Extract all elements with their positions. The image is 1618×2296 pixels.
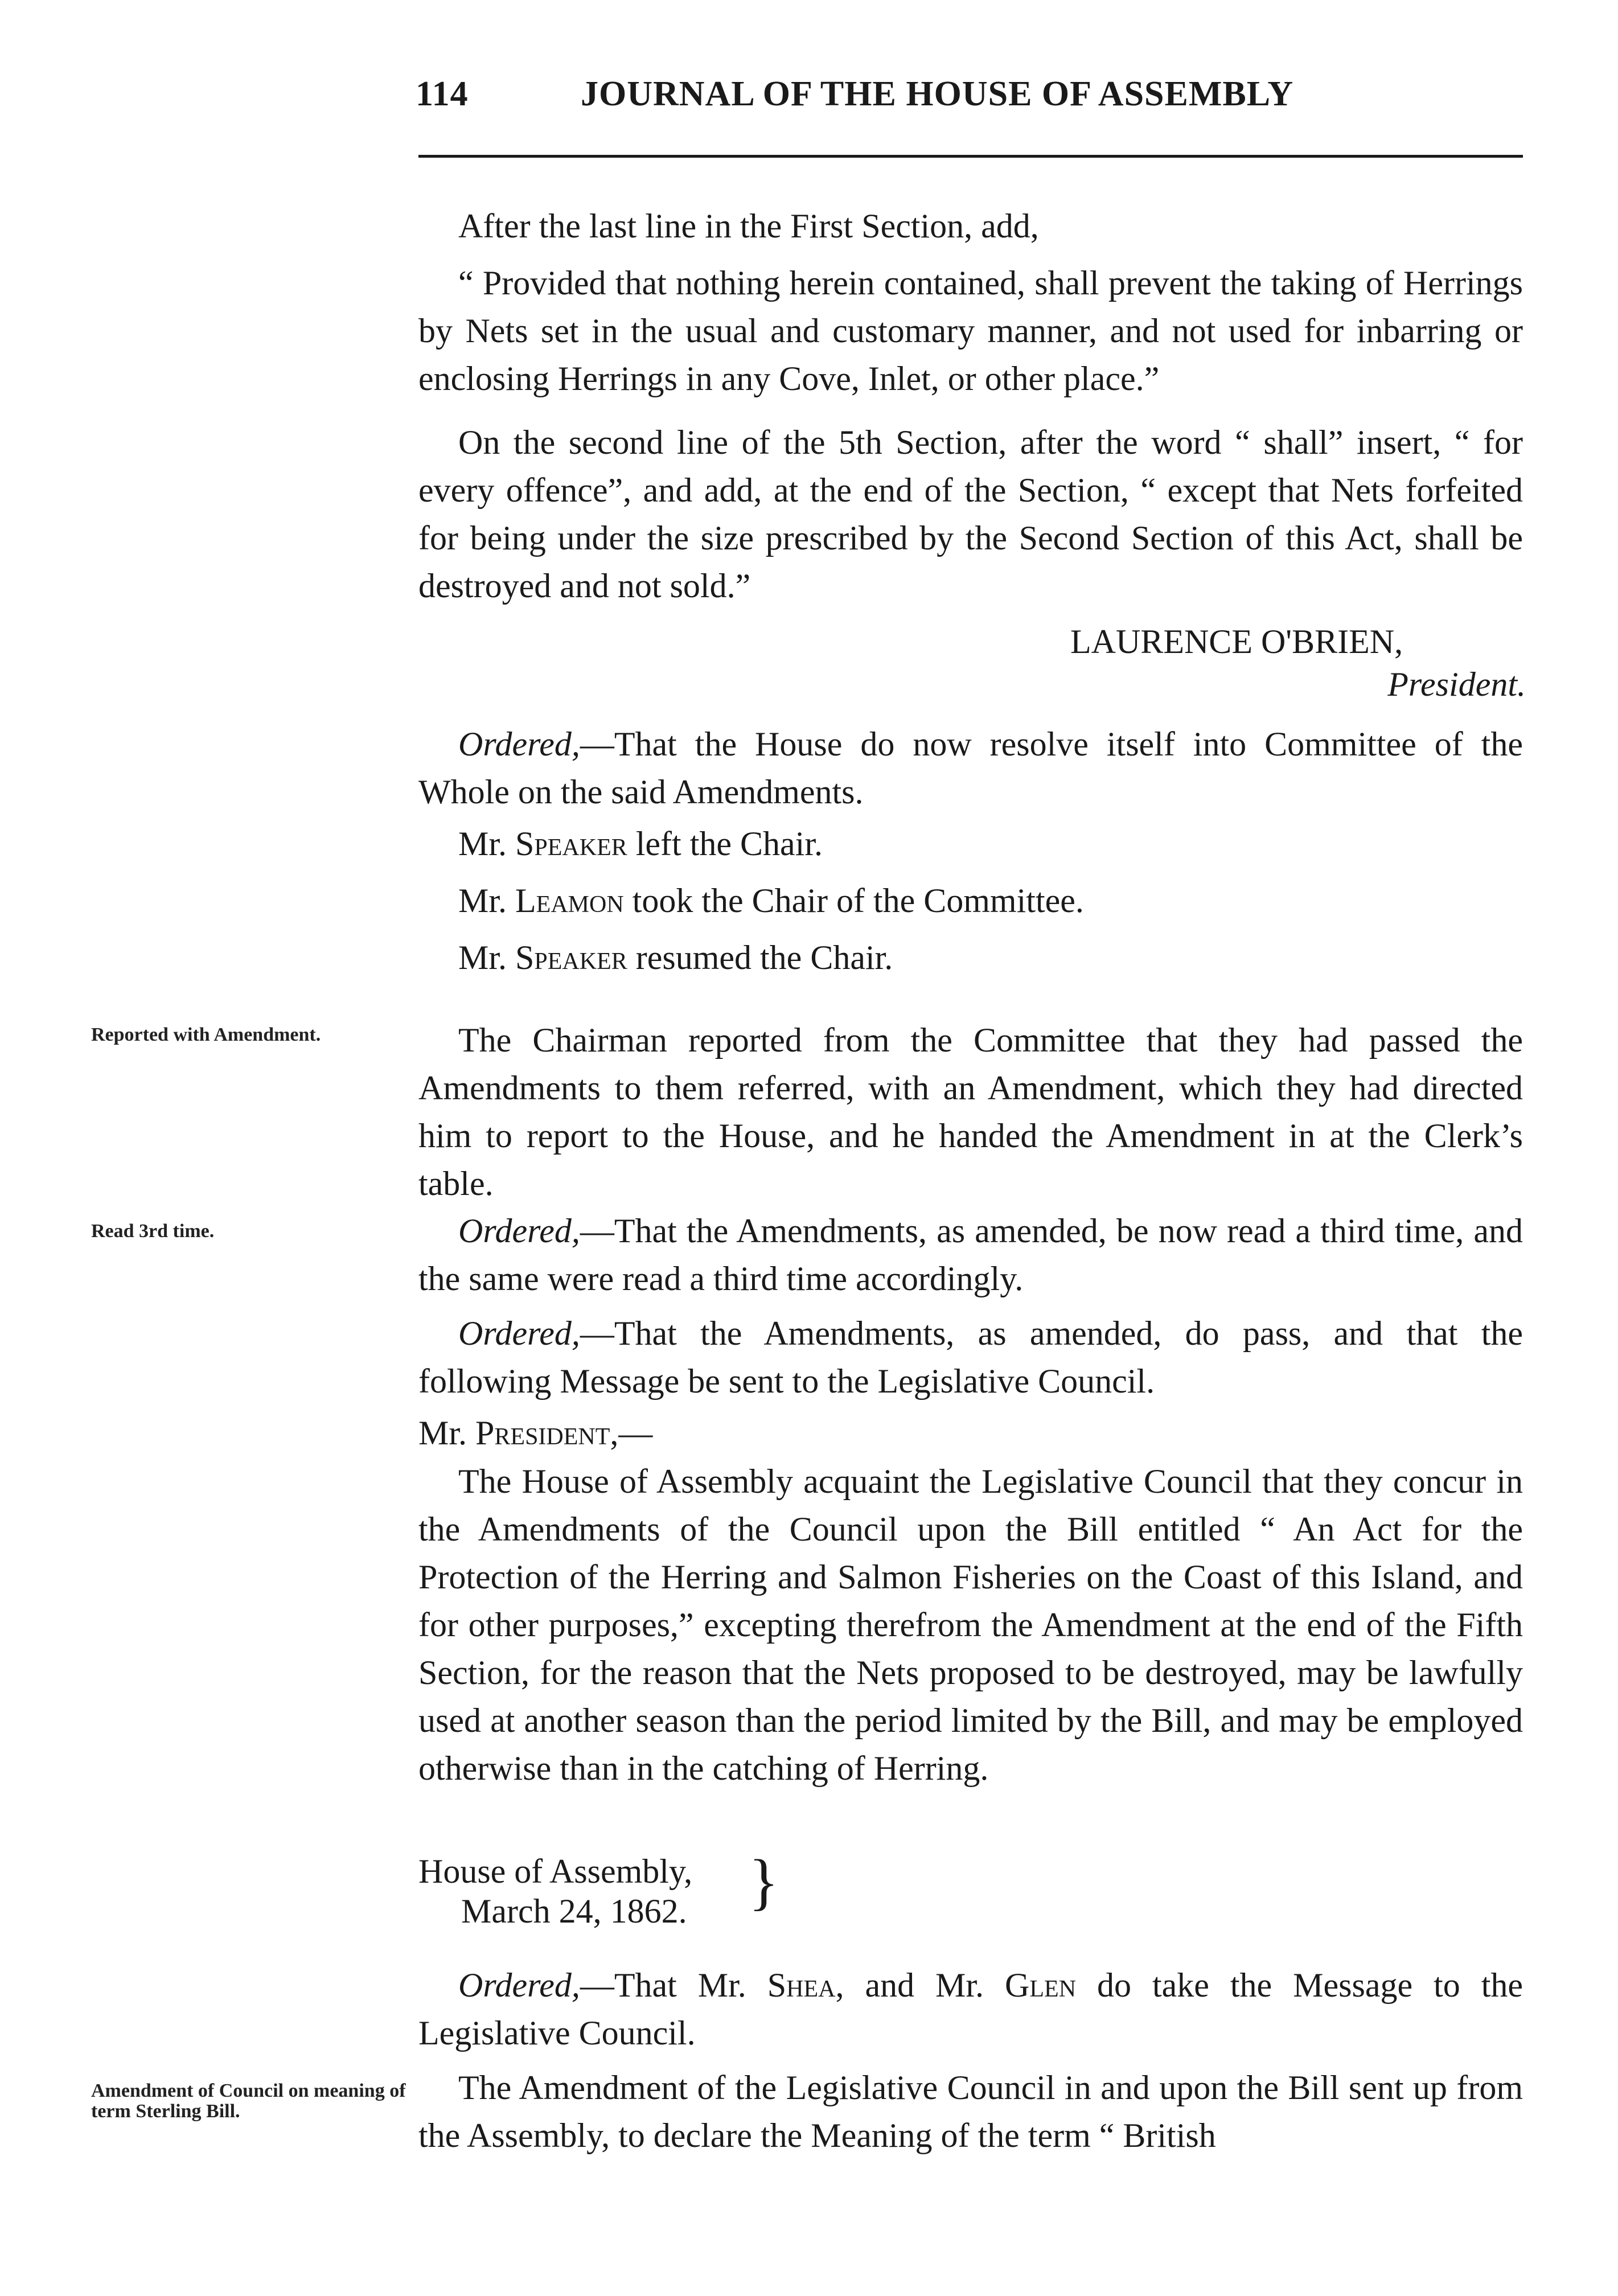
brace-glyph: } — [749, 1847, 779, 1916]
paragraph-text: —That the Amendments, as amended, be now read a third time, and the same were read a third time accordingly. — [418, 1212, 1523, 1297]
paragraph-text: The Chairman reported from the Committee that they had passed the Amendments to them referred, with an Amendment, which they had directed him to report to the House, and he handed the Amendment in at the Clerk’s table. — [418, 1021, 1523, 1202]
paragraph-text: —That Mr. — [580, 1966, 746, 2004]
paragraph-fifth-section — [418, 418, 1523, 610]
header-rule — [418, 155, 1523, 158]
honorific: Mr. — [458, 882, 507, 919]
paragraph-speaker-left — [458, 820, 1523, 868]
salutation-president — [418, 1409, 1523, 1457]
paragraph-ordered-committee — [418, 720, 1523, 816]
paragraph-speaker-resumed — [458, 934, 1523, 981]
paragraph-sterling-bill — [418, 2064, 1523, 2159]
signature-title-text: President. — [1387, 666, 1526, 703]
paragraph-text: “ Provided that nothing herein contained, shall prevent the taking of Herrings by Nets set in the usual and customary manner, and not used for inbarring or enclosing Herrings in any Cove, Inlet, or other place.” — [418, 264, 1523, 397]
margin-note-text: Amendment of Council on meaning of term Sterling Bill. — [91, 2080, 406, 2122]
honorific: Mr. — [458, 825, 507, 862]
paragraph-text: ,— — [610, 1414, 653, 1452]
paragraph-ordered-pass — [418, 1309, 1523, 1405]
paragraph-text: do take the Message to the Legislative Council. — [418, 1966, 1523, 2052]
paragraph-text: left the Chair. — [635, 825, 823, 862]
member-name: Speaker — [515, 825, 627, 862]
paragraph-text: The House of Assembly acquaint the Legislative Council that they concur in the Amendments of the Council upon the Bill entitled “ An Act for the Protection of the Herring and Salmon Fisheries on the Coast of this Island, and for other purposes,” excepting therefrom the Amendment at the end of the Fifth Section, for the reason that the Nets proposed to be destroyed, may be lawfully used at another season than the period limited by the Bill, and may be employed otherwise than in the catching of Herring. — [418, 1463, 1523, 1787]
ordered-label: Ordered, — [458, 1315, 580, 1352]
journal-title: JOURNAL OF THE HOUSE OF ASSEMBLY — [581, 75, 1294, 113]
paragraph-leamon-chair — [458, 877, 1523, 925]
margin-note-text: Read 3rd time. — [91, 1221, 215, 1242]
honorific: Mr. — [418, 1414, 467, 1452]
date-line-1: House of Assembly, — [418, 1853, 693, 1890]
paragraph-ordered-messengers — [418, 1961, 1523, 2057]
paragraph-text: took the Chair of the Committee. — [632, 882, 1084, 919]
paragraph-ordered-third-reading — [418, 1207, 1523, 1303]
paragraph-text: The Amendment of the Legislative Council in and upon the Bill sent up from the Assembly, to declare the Meaning of the term “ British — [418, 2069, 1523, 2154]
margin-note-read-third — [91, 1221, 387, 1242]
paragraph-first-section — [458, 202, 1523, 250]
honorific: Mr. — [458, 939, 507, 976]
member-name: President — [475, 1414, 610, 1452]
page-number: 114 — [416, 75, 469, 113]
member-name: Leamon — [515, 882, 624, 919]
member-name: Speaker — [515, 939, 627, 976]
margin-note-text: Reported with Amendment. — [91, 1024, 321, 1045]
ordered-label: Ordered, — [458, 1212, 580, 1250]
paragraph-text: On the second line of the 5th Section, after the word “ shall” insert, “ for every offence”, and add, at the end of the Section, “ except that Nets forfeited for being under the size prescribed by the Second Section of this Act, shall be destroyed and not sold.” — [418, 424, 1523, 605]
paragraph-text: —That the House do now resolve itself into Committee of the Whole on the said Amendments. — [418, 725, 1523, 811]
paragraph-text: resumed the Chair. — [635, 939, 893, 976]
paragraph-message — [418, 1457, 1523, 1792]
running-head — [416, 74, 1526, 125]
paragraph-text: —That the Amendments, as amended, do pass, and that the following Message be sent to the Legislative Council. — [418, 1315, 1523, 1400]
date-line-2: March 24, 1862. — [461, 1892, 687, 1930]
paragraph-text: After the last line in the First Section, add, — [458, 207, 1039, 245]
member-name: Glen — [1005, 1966, 1077, 2004]
paragraph-proviso — [418, 259, 1523, 402]
paragraph-chairman-reported — [418, 1016, 1523, 1207]
margin-note-reported — [91, 1025, 387, 1045]
signature-name — [1070, 618, 1526, 666]
paragraph-text: , and Mr. — [835, 1966, 984, 2004]
ordered-label: Ordered, — [458, 725, 580, 763]
signature-name-text: LAURENCE O'BRIEN, — [1070, 623, 1403, 660]
signature-title — [1355, 660, 1526, 708]
margin-note-sterling-bill — [91, 2081, 410, 2122]
member-name: Shea — [767, 1966, 836, 2004]
ordered-label: Ordered, — [458, 1966, 580, 2004]
